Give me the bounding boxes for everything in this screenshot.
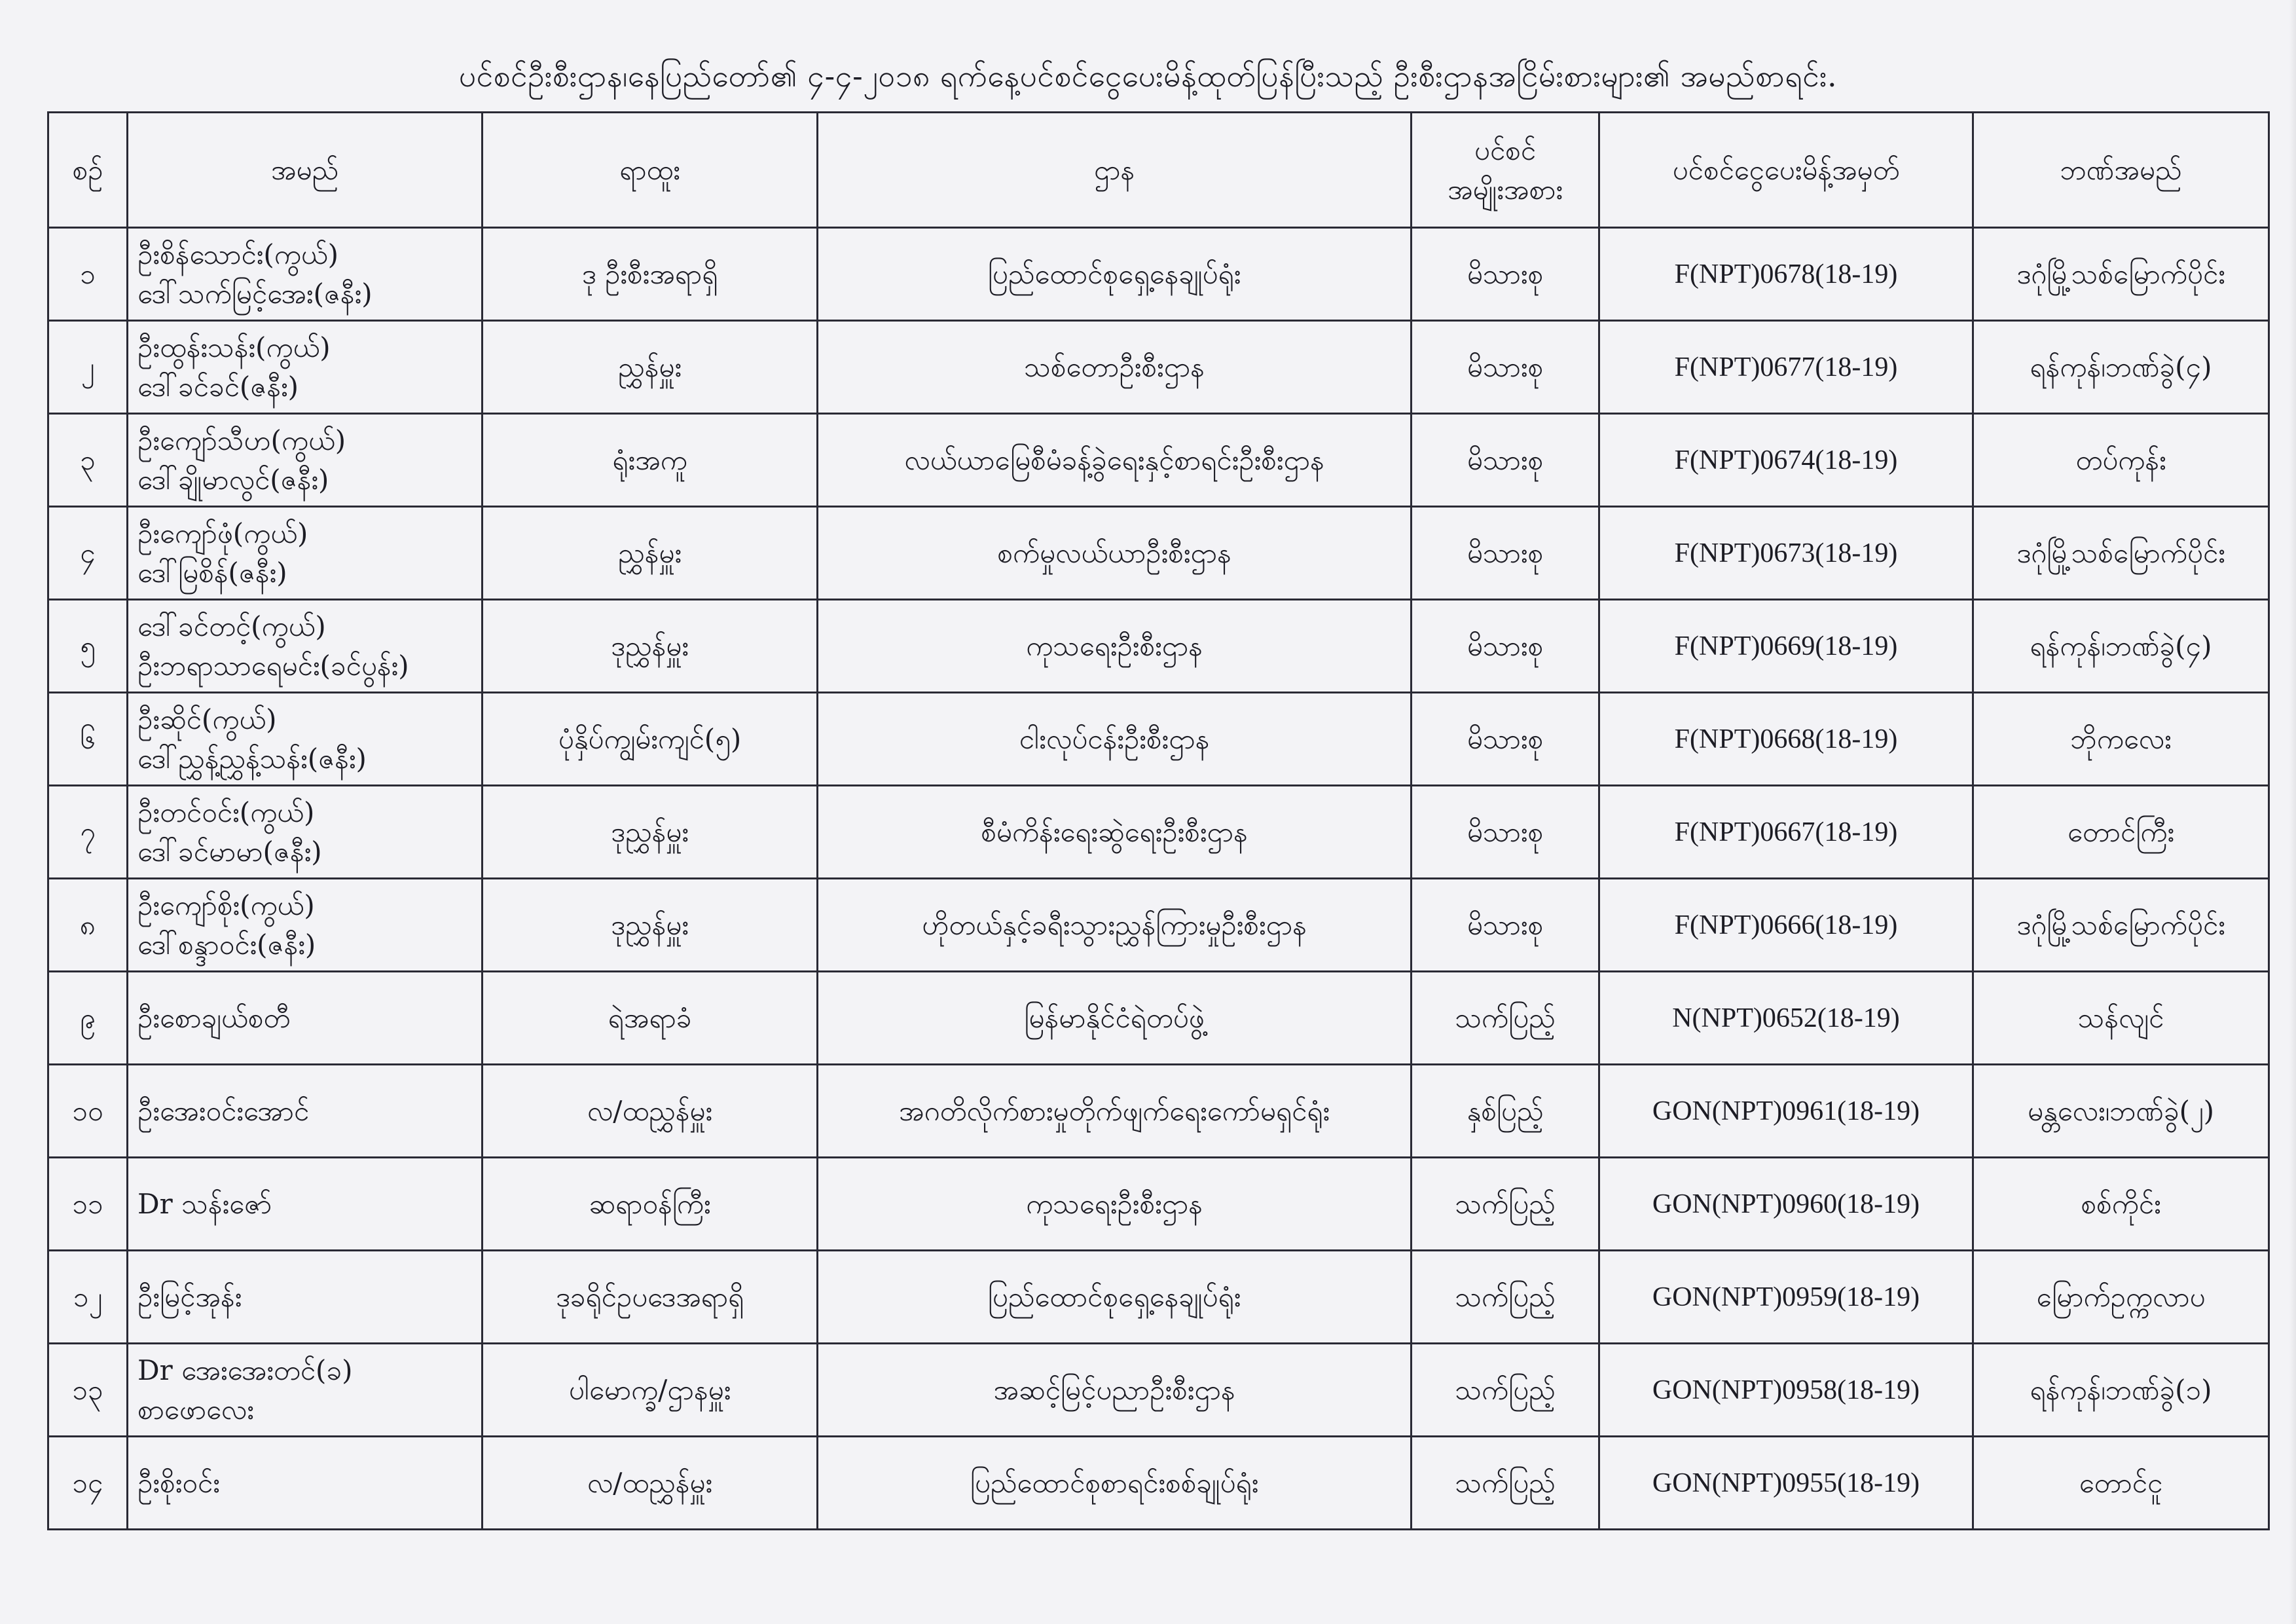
header-no: စဉ်	[48, 113, 128, 228]
cell-no: ၇	[48, 786, 128, 879]
cell-no: ၅	[48, 600, 128, 693]
cell-department: ပြည်ထောင်စုရှေ့နေချုပ်ရုံး	[818, 1251, 1412, 1344]
table-row	[48, 600, 2269, 693]
cell-name	[128, 228, 483, 321]
cell-license-number: GON(NPT)0961(18-19)	[1599, 1065, 1973, 1158]
cell-name	[128, 414, 483, 507]
table-row	[48, 1158, 2269, 1251]
header-pension-type	[1412, 113, 1599, 228]
name-line-1: ဦးကျော်စိုး(ကွယ်)	[137, 889, 315, 921]
pension-list-table	[47, 111, 2270, 1530]
cell-pension-type: မိသားစု	[1412, 600, 1599, 693]
name-line-1: Dr သန်းဇော်	[137, 1187, 272, 1220]
cell-department: ဟိုတယ်နှင့်ခရီးသွားညွှန်ကြားမှုဦးစီးဌာန	[818, 879, 1412, 972]
cell-no: ၁၃	[48, 1344, 128, 1437]
table-row	[48, 972, 2269, 1065]
cell-name	[128, 1065, 483, 1158]
name-line-1: ဦးစောချယ်စတီ	[137, 1001, 291, 1034]
cell-pension-type: နှစ်ပြည့်	[1412, 1065, 1599, 1158]
cell-pension-type: သက်ပြည့်	[1412, 972, 1599, 1065]
cell-pension-type: မိသားစု	[1412, 507, 1599, 600]
cell-title: ရုံးအကူ	[483, 414, 818, 507]
name-line-2: ဦးဘရာသာရေမင်း(ခင်ပွန်း)	[137, 649, 409, 682]
header-license-number: ပင်စင်ငွေပေးမိန့်အမှတ်	[1599, 113, 1973, 228]
cell-license-number: F(NPT)0669(18-19)	[1599, 600, 1973, 693]
cell-bank: ဒဂုံမြို့သစ်မြောက်ပိုင်း	[1973, 507, 2269, 600]
name-line-2: ဒေါ်ညွှန့်ညွှန့်သန်း(ဇနီး)	[137, 742, 367, 775]
cell-pension-type: သက်ပြည့်	[1412, 1437, 1599, 1530]
header-pension-type-line2: အမျိုးအစား	[1448, 173, 1563, 206]
table-row	[48, 507, 2269, 600]
cell-name	[128, 693, 483, 786]
cell-department: ငါးလုပ်ငန်းဦးစီးဌာန	[818, 693, 1412, 786]
cell-license-number: GON(NPT)0959(18-19)	[1599, 1251, 1973, 1344]
cell-bank: တပ်ကုန်း	[1973, 414, 2269, 507]
table-row	[48, 1437, 2269, 1530]
name-line-2: ဒေါ်ခင်မာမာ(ဇနီး)	[137, 835, 322, 868]
name-line-2: ဒေါ်ခင်ခင်(ဇနီး)	[137, 370, 299, 403]
cell-license-number: F(NPT)0668(18-19)	[1599, 693, 1973, 786]
cell-name	[128, 600, 483, 693]
cell-title: ပုံနှိပ်ကျွမ်းကျင်(၅)	[483, 693, 818, 786]
cell-department: ကုသရေးဦးစီးဌာန	[818, 600, 1412, 693]
cell-bank: မန္တလေး၊ဘဏ်ခွဲ(၂)	[1973, 1065, 2269, 1158]
cell-pension-type: မိသားစု	[1412, 228, 1599, 321]
cell-department: လယ်ယာမြေစီမံခန့်ခွဲရေးနှင့်စာရင်းဦးစီးဌာန	[818, 414, 1412, 507]
table-row	[48, 786, 2269, 879]
cell-name	[128, 879, 483, 972]
cell-name	[128, 1437, 483, 1530]
cell-no: ၆	[48, 693, 128, 786]
cell-license-number: F(NPT)0666(18-19)	[1599, 879, 1973, 972]
cell-license-number: F(NPT)0667(18-19)	[1599, 786, 1973, 879]
document-title: ပင်စင်ဦးစီးဌာန၊နေပြည်တော်၏ ၄-၄-၂၀၁၈ ရက်နေ့ပင်စင်ငွေပေးမိန့်ထုတ်ပြန်ပြီးသည့် ဦးစီးဌာနအငြိမ်းစားများ၏ အမည်စာရင်း.	[458, 58, 1838, 94]
cell-pension-type: မိသားစု	[1412, 879, 1599, 972]
table-body	[48, 228, 2269, 1530]
cell-department: စီမံကိန်းရေးဆွဲရေးဦးစီးဌာန	[818, 786, 1412, 879]
cell-title: လ/ထညွှန်မှူး	[483, 1065, 818, 1158]
name-line-1: ဦးစိန်သောင်း(ကွယ်)	[137, 238, 338, 270]
table-row	[48, 1344, 2269, 1437]
name-line-1: ဦးစိုးဝင်း	[137, 1466, 220, 1499]
table-row	[48, 879, 2269, 972]
cell-license-number: GON(NPT)0960(18-19)	[1599, 1158, 1973, 1251]
name-line-1: ဦးတင်ဝင်း(ကွယ်)	[137, 796, 315, 828]
cell-pension-type: မိသားစု	[1412, 693, 1599, 786]
cell-no: ၁၀	[48, 1065, 128, 1158]
cell-pension-type: မိသားစု	[1412, 786, 1599, 879]
table-row	[48, 414, 2269, 507]
cell-name	[128, 1344, 483, 1437]
cell-department: ပြည်ထောင်စုရှေ့နေချုပ်ရုံး	[818, 228, 1412, 321]
name-line-1: ဦးထွန်းသန်း(ကွယ်)	[137, 331, 331, 363]
cell-bank: တောင်ကြီး	[1973, 786, 2269, 879]
table-row	[48, 693, 2269, 786]
cell-title: ပါမောက္ခ/ဌာနမှူး	[483, 1344, 818, 1437]
cell-pension-type: သက်ပြည့်	[1412, 1158, 1599, 1251]
table-row	[48, 1065, 2269, 1158]
cell-bank: စစ်ကိုင်း	[1973, 1158, 2269, 1251]
cell-bank: သန်လျင်	[1973, 972, 2269, 1065]
cell-bank: ဒဂုံမြို့သစ်မြောက်ပိုင်း	[1973, 228, 2269, 321]
cell-bank: တောင်ငူ	[1973, 1437, 2269, 1530]
cell-department: အဆင့်မြင့်ပညာဦးစီးဌာန	[818, 1344, 1412, 1437]
cell-pension-type: မိသားစု	[1412, 414, 1599, 507]
cell-license-number: F(NPT)0674(18-19)	[1599, 414, 1973, 507]
cell-pension-type: သက်ပြည့်	[1412, 1344, 1599, 1437]
header-pension-type-line1: ပင်စင်	[1474, 134, 1537, 166]
cell-title: ဒုခရိုင်ဥပဒေအရာရှိ	[483, 1251, 818, 1344]
cell-title: ဒုညွှန်မှူး	[483, 786, 818, 879]
cell-bank: မြောက်ဥက္ကလာပ	[1973, 1251, 2269, 1344]
cell-no: ၉	[48, 972, 128, 1065]
cell-no: ၃	[48, 414, 128, 507]
cell-title: ဆရာဝန်ကြီး	[483, 1158, 818, 1251]
table-row	[48, 321, 2269, 414]
cell-name	[128, 786, 483, 879]
cell-title: ရဲအရာခံ	[483, 972, 818, 1065]
cell-license-number: GON(NPT)0958(18-19)	[1599, 1344, 1973, 1437]
cell-department: ပြည်ထောင်စုစာရင်းစစ်ချုပ်ရုံး	[818, 1437, 1412, 1530]
cell-name	[128, 1158, 483, 1251]
name-line-2: ဒေါ်စန္ဒာဝင်း(ဇနီး)	[137, 928, 316, 961]
header-name: အမည်	[128, 113, 483, 228]
table-row	[48, 228, 2269, 321]
name-line-1: Dr အေးအေးတင်(ခ)	[137, 1354, 353, 1386]
cell-title: ဒုညွှန်မှူး	[483, 879, 818, 972]
name-line-2: ဒေါ်မြစိန်(ဇနီး)	[137, 556, 287, 589]
cell-no: ၁	[48, 228, 128, 321]
name-line-1: ဒေါ်ခင်တင့်(ကွယ်)	[137, 610, 326, 642]
table-header-row	[48, 113, 2269, 228]
name-line-2: စာဖောလေး	[137, 1393, 254, 1426]
cell-no: ၄	[48, 507, 128, 600]
header-bank: ဘဏ်အမည်	[1973, 113, 2269, 228]
cell-department: ကုသရေးဦးစီးဌာန	[818, 1158, 1412, 1251]
cell-license-number: F(NPT)0677(18-19)	[1599, 321, 1973, 414]
name-line-2: ဒေါ်သက်မြင့်အေး(ဇနီး)	[137, 277, 373, 310]
scan-edge-shadow	[2289, 0, 2296, 1624]
cell-department: အဂတိလိုက်စားမှုတိုက်ဖျက်ရေးကော်မရှင်ရုံး	[818, 1065, 1412, 1158]
cell-name	[128, 507, 483, 600]
name-line-1: ဦးမြင့်အုန်း	[137, 1280, 242, 1313]
cell-license-number: F(NPT)0673(18-19)	[1599, 507, 1973, 600]
cell-license-number: GON(NPT)0955(18-19)	[1599, 1437, 1973, 1530]
cell-pension-type: မိသားစု	[1412, 321, 1599, 414]
cell-bank: ရန်ကုန်၊ဘဏ်ခွဲ(၄)	[1973, 321, 2269, 414]
cell-bank: ရန်ကုန်၊ဘဏ်ခွဲ(၁)	[1973, 1344, 2269, 1437]
cell-department: မြန်မာနိုင်ငံရဲတပ်ဖွဲ့	[818, 972, 1412, 1065]
header-department: ဌာန	[818, 113, 1412, 228]
cell-pension-type: သက်ပြည့်	[1412, 1251, 1599, 1344]
table-row	[48, 1251, 2269, 1344]
header-title: ရာထူး	[483, 113, 818, 228]
cell-no: ၁၁	[48, 1158, 128, 1251]
cell-title: ညွှန်မှူး	[483, 507, 818, 600]
cell-no: ၁၄	[48, 1437, 128, 1530]
name-line-1: ဦးကျော်သီဟ(ကွယ်)	[137, 424, 346, 456]
cell-bank: ဒဂုံမြို့သစ်မြောက်ပိုင်း	[1973, 879, 2269, 972]
cell-title: လ/ထညွှန်မှူး	[483, 1437, 818, 1530]
cell-bank: ဘိုကလေး	[1973, 693, 2269, 786]
cell-license-number: N(NPT)0652(18-19)	[1599, 972, 1973, 1065]
name-line-1: ဦးဆိုင်(ကွယ်)	[137, 703, 277, 735]
name-line-1: ဦးအေးဝင်းအောင်	[137, 1094, 310, 1127]
cell-license-number: F(NPT)0678(18-19)	[1599, 228, 1973, 321]
name-line-1: ဦးကျော်ဖုံ(ကွယ်)	[137, 517, 308, 549]
cell-name	[128, 321, 483, 414]
cell-title: ဒု ဦးစီးအရာရှိ	[483, 228, 818, 321]
cell-department: သစ်တောဦးစီးဌာန	[818, 321, 1412, 414]
cell-title: ညွှန်မှူး	[483, 321, 818, 414]
cell-department: စက်မှုလယ်ယာဦးစီးဌာန	[818, 507, 1412, 600]
cell-name	[128, 972, 483, 1065]
cell-no: ၁၂	[48, 1251, 128, 1344]
cell-no: ၂	[48, 321, 128, 414]
cell-bank: ရန်ကုန်၊ဘဏ်ခွဲ(၄)	[1973, 600, 2269, 693]
cell-no: ၈	[48, 879, 128, 972]
name-line-2: ဒေါ်ချိုမာလွင်(ဇနီး)	[137, 463, 329, 496]
cell-title: ဒုညွှန်မှူး	[483, 600, 818, 693]
cell-name	[128, 1251, 483, 1344]
